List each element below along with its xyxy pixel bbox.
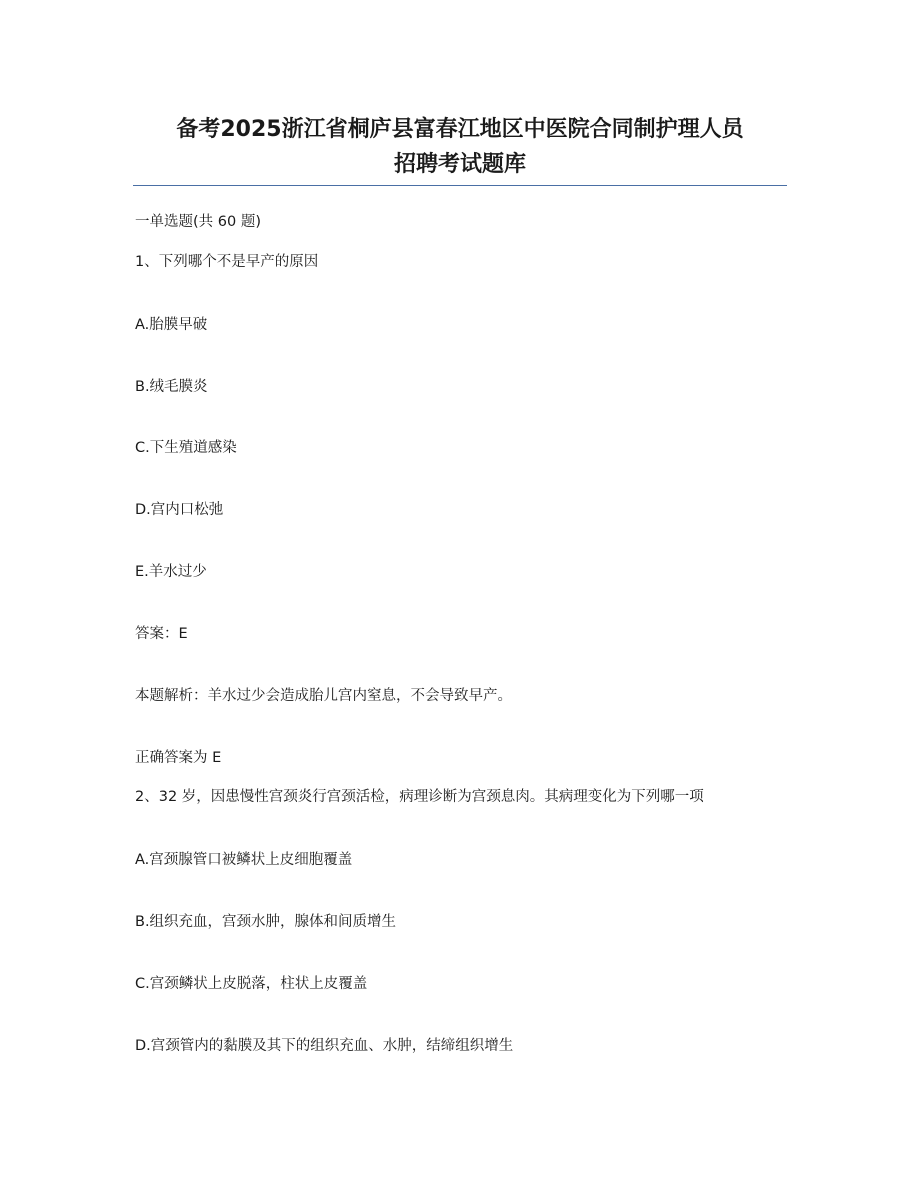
question-1-stem: 1、下列哪个不是早产的原因 [135,254,319,270]
question-1-correct-answer: 正确答案为 E [135,750,222,766]
question-1-analysis: 本题解析：羊水过少会造成胎儿宫内窒息，不会导致早产。 [135,688,512,704]
question-1-option-c: C.下生殖道感染 [135,440,237,456]
question-2-option-c: C.宫颈鳞状上皮脱落，柱状上皮覆盖 [135,976,368,992]
question-2-option-d: D.宫颈管内的黏膜及其下的组织充血、水肿，结缔组织增生 [135,1038,514,1054]
question-1-answer: 答案：E [135,626,188,642]
question-1-option-d: D.宫内口松弛 [135,502,224,518]
title-line-1: 备考2025浙江省桐庐县富春江地区中医院合同制护理人员 [176,117,744,142]
section-header: 一单选题(共 60 题) [135,214,261,230]
question-2-option-b: B.组织充血，宫颈水肿，腺体和间质增生 [135,914,397,930]
question-1-option-a: A.胎膜早破 [135,317,208,333]
question-2-stem: 2、32 岁，因患慢性宫颈炎行宫颈活检，病理诊断为宫颈息肉。其病理变化为下列哪一项 [135,789,704,805]
question-2-option-a: A.宫颈腺管口被鳞状上皮细胞覆盖 [135,852,353,868]
title-line-2: 招聘考试题库 [393,152,526,177]
title-divider [133,185,787,186]
document-title [100,112,820,182]
question-1-option-e: E.羊水过少 [135,564,207,580]
question-1-option-b: B.绒毛膜炎 [135,379,208,395]
